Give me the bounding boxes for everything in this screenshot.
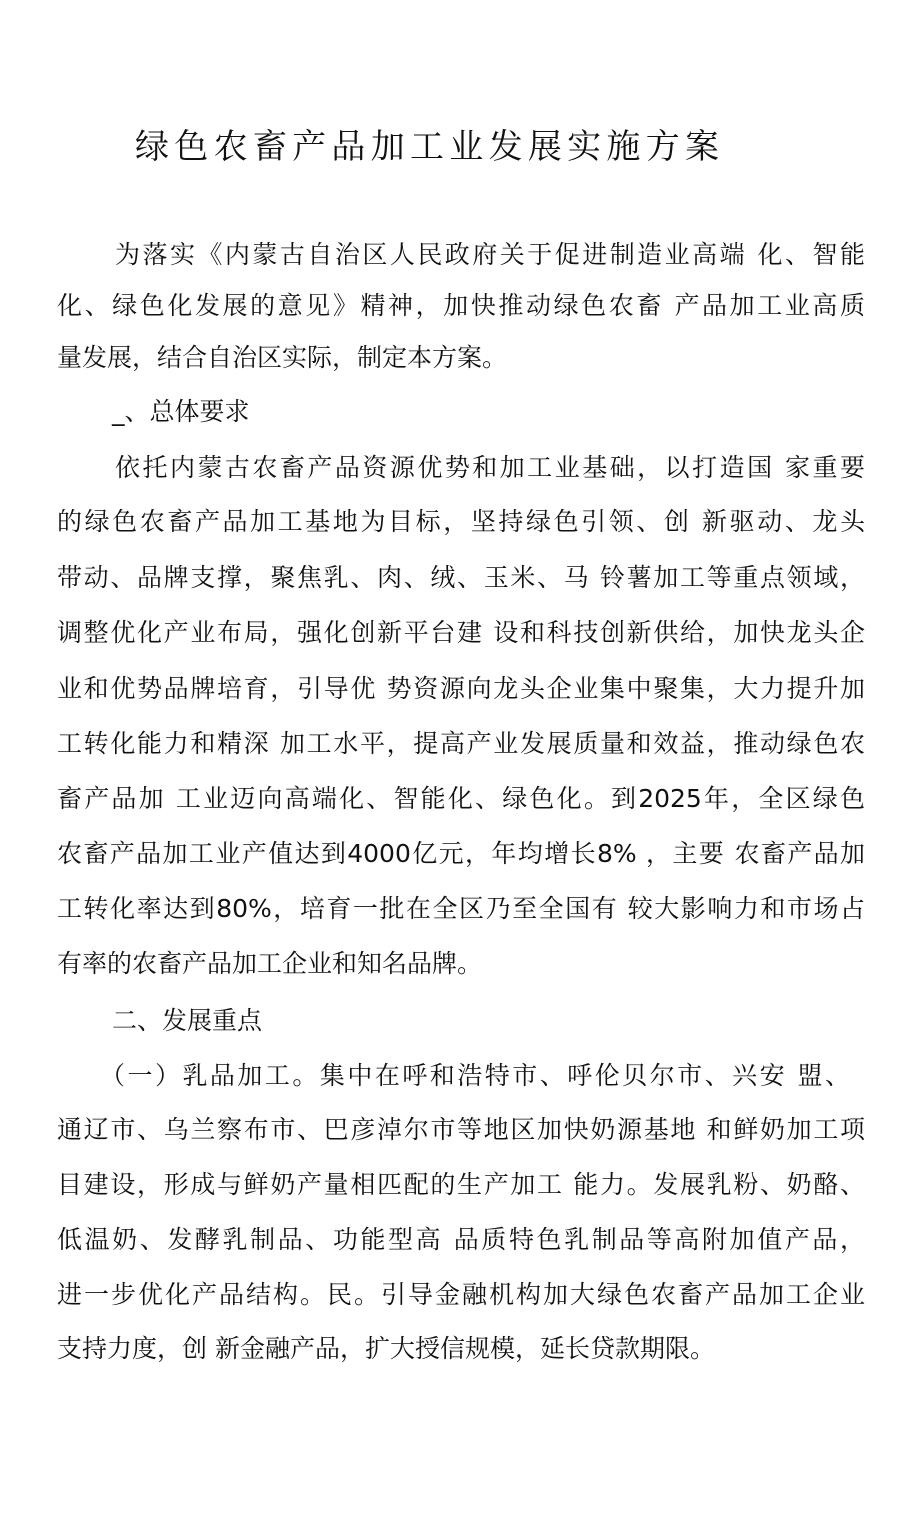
paragraph-line: 化、绿色化发展的意见》精神，加快推动绿色农畜 产品加工业高质 <box>57 291 865 320</box>
paragraph-line: 目建设，形成与鲜奶产量相匹配的生产加工 能力。发展乳粉、奶酪、 <box>57 1170 865 1199</box>
paragraph-line: 进一步优化产品结构。民。引导金融机构加大绿色农畜产品加工企业 <box>57 1280 865 1309</box>
paragraph-line: 量发展，结合自治区实际，制定本方案。 <box>57 343 508 372</box>
paragraph-line: 业和优势品牌培育，引导优 势资源向龙头企业集中聚集，大力提升加 <box>57 674 865 703</box>
paragraph-line: 农畜产品加工业产值达到4000亿元，年均增长8% ，主要 农畜产品加 <box>57 839 865 868</box>
paragraph-line: 工转化能力和精深 加工水平，提高产业发展质量和效益，推动绿色农 <box>57 729 865 758</box>
paragraph-line: 有率的农畜产品加工企业和知名品牌。 <box>57 949 483 978</box>
document-title: 绿色农畜产品加工业发展实施方案 <box>135 127 720 167</box>
paragraph-line: 通辽市、乌兰察布市、巴彦淖尔市等地区加快奶源基地 和鲜奶加工项 <box>57 1115 865 1144</box>
paragraph-line: 工转化率达到80%，培育一批在全区乃至全国有 较大影响力和市场占 <box>57 894 865 923</box>
paragraph-line: 低温奶、发酵乳制品、功能型高 品质特色乳制品等高附加值产品， <box>57 1225 865 1254</box>
paragraph-line: 支持力度，创 新金融产品，扩大授信规模，延长贷款期限。 <box>57 1334 715 1363</box>
paragraph-line: 带动、品牌支撑，聚焦乳、肉、绒、玉米、马 铃薯加工等重点领域， <box>57 563 865 592</box>
paragraph-line: （一）乳品加工。集中在呼和浩特市、呼伦贝尔市、兴安 盟、 <box>100 1061 850 1090</box>
section-heading: 二、发展重点 <box>112 1006 263 1035</box>
section-heading: _、总体要求 <box>112 397 250 426</box>
paragraph-line: 为落实《内蒙古自治区人民政府关于促进制造业高端 化、智能 <box>115 240 865 269</box>
paragraph-line: 调整优化产业布局，强化创新平台建 设和科技创新供给，加快龙头企 <box>57 618 865 647</box>
paragraph-line: 的绿色农畜产品加工基地为目标，坚持绿色引领、创 新驱动、龙头 <box>57 507 865 536</box>
paragraph-line: 依托内蒙古农畜产品资源优势和加工业基础，以打造国 家重要 <box>115 453 865 482</box>
paragraph-line: 畜产品加 工业迈向高端化、智能化、绿色化。到2025年，全区绿色 <box>57 784 865 813</box>
